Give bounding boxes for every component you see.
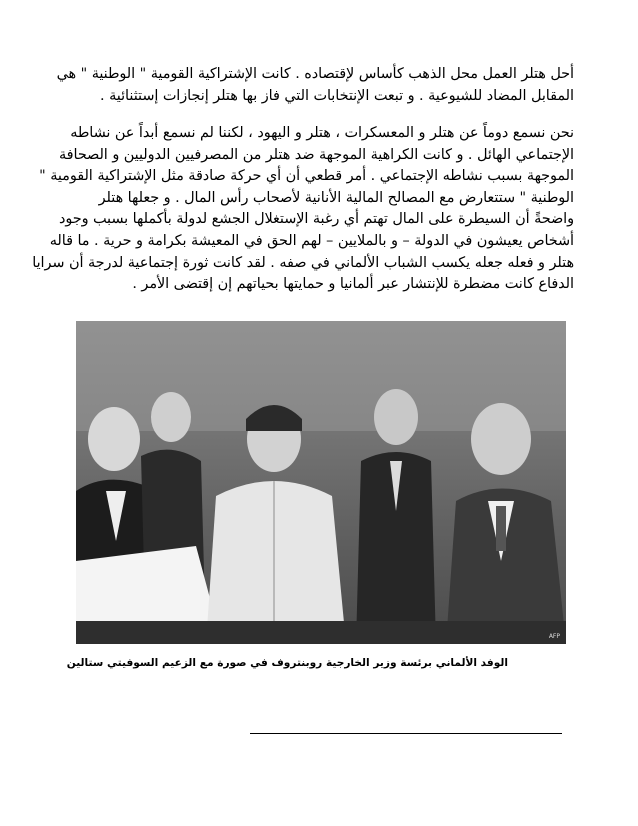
paragraph-2-line: الإجتماعي الهائل . و كانت الكراهية الموجهة ضد هتلر من المصرفيين الدوليين و الصحافة bbox=[58, 146, 574, 163]
paragraph-1-line: أحل هتلر العمل محل الذهب كأساس لإقتصاده . كانت الإشتراكية القومية " الوطنية " هي bbox=[56, 66, 574, 82]
paragraph-2-line: أشخاص يعيشون في الدولة – و بالملايين – لهم الحق في المعيشة بكرامة و حرية . ما قاله bbox=[49, 232, 574, 249]
paragraph-2-line: الوطنية " ستتعارض مع المصالح المالية الأنانية لأصحاب رأس المال . و جعلها هتلر bbox=[98, 189, 574, 206]
paragraph-2 bbox=[32, 123, 574, 296]
paragraph-2-line: هتلر و فعله جعله يكسب الشباب الألماني في صفه . لقد كانت ثورة إجتماعية لدرجة أن سرايا bbox=[32, 254, 574, 271]
photo-caption: الوفد الألماني برئسة وزير الخارجية روبنتروف في صورة مع الزعيم السوفيتي ستالين bbox=[66, 657, 508, 669]
photo-credit: AFP bbox=[548, 633, 560, 640]
paragraph-2-line: واضحةً أن السيطرة على المال تهتم أي رغبة الإستغلال الجشع لدولة بأكملها بسبب وجود bbox=[58, 211, 574, 228]
historical-photo bbox=[76, 321, 566, 644]
paragraph-1-line: المقابل المضاد للشيوعية . و تبعت الإنتخابات التي فاز بها هتلر إنجازات إستثنائية . bbox=[100, 87, 574, 104]
photo-illustration bbox=[76, 321, 566, 644]
paragraph-1 bbox=[56, 64, 574, 107]
paragraph-2-line: نحن نسمع دوماً عن هتلر و المعسكرات ، هتلر و اليهود ، لكننا لم نسمع أبداً عن نشاطه bbox=[70, 125, 574, 141]
footer-rule bbox=[250, 733, 562, 734]
paragraph-2-line: الدفاع كانت مضطرة للإنتشار عبر ألمانيا و حمايتها بحياتهم إن إقتضى الأمر . bbox=[132, 276, 574, 293]
paragraph-2-line: الموجهة بسبب نشاطه الإجتماعي . أمر قطعي أن أي حركة صادقة مثل الإشتراكية القومية " bbox=[39, 168, 574, 185]
